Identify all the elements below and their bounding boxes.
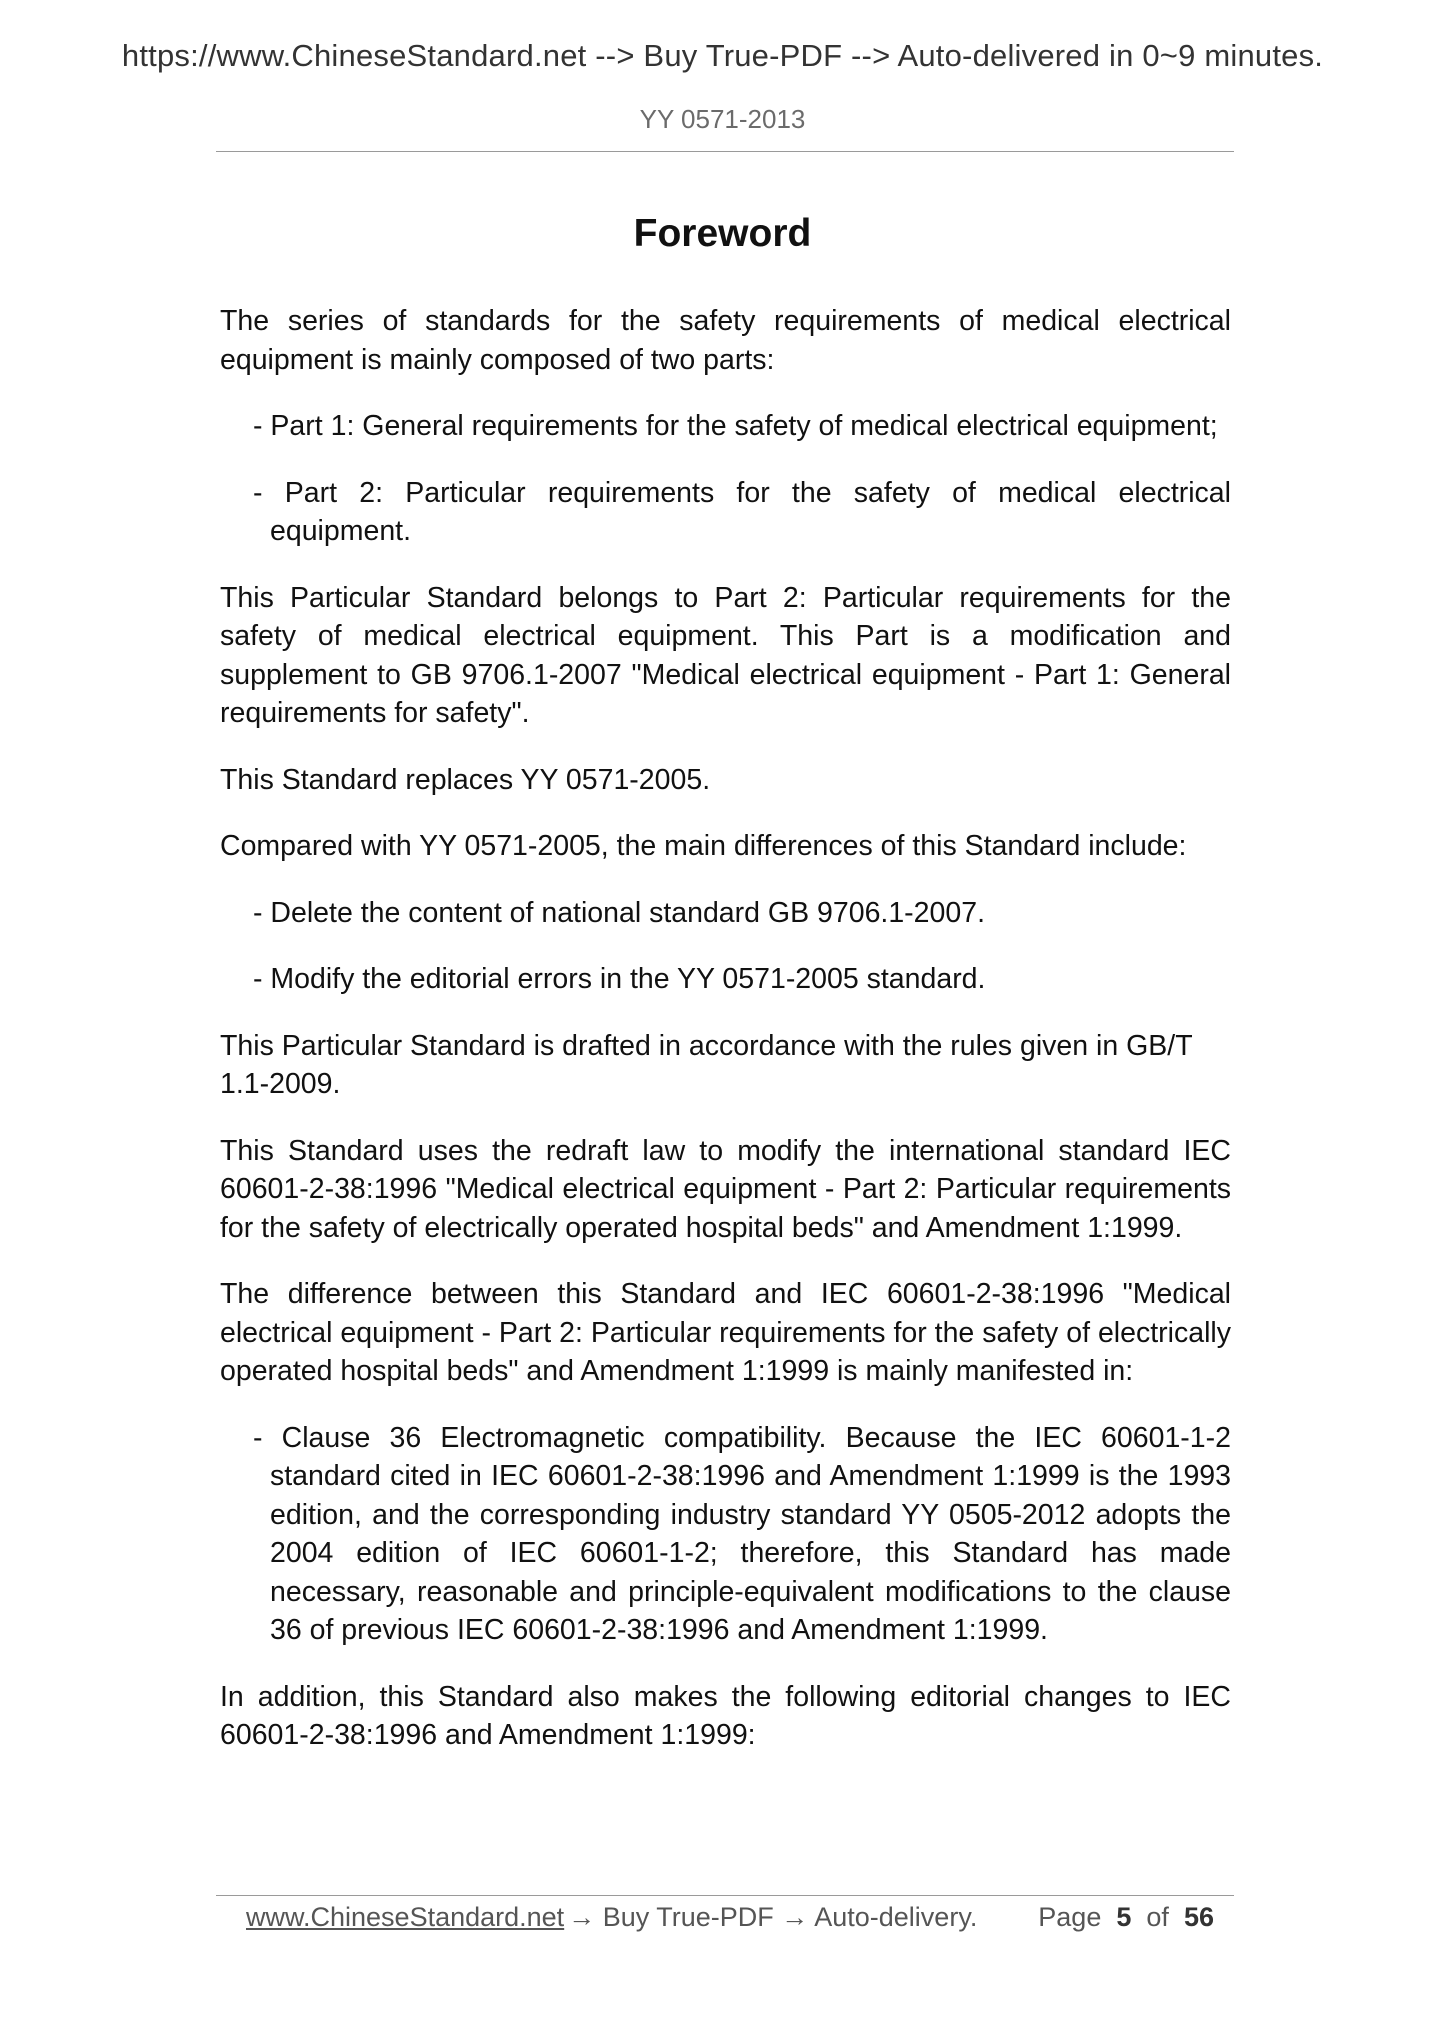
footer-site-link[interactable]: www.ChineseStandard.net [246,1902,565,1932]
paragraph-redraft: This Standard uses the redraft law to modify the international standard IEC 60601-2-38:1996 "Medical electrical equipment - Part 2: Particular requirements for the safety of electrically operated hospital beds" and Amendment 1:1999. [220,1134,1231,1244]
paragraph-intro: The series of standards for the safety requirements of medical electrical equipment is mainly composed of two parts: [220,305,1231,376]
page-title: Foreword [633,212,812,255]
footer-divider [216,1895,1234,1896]
paragraph-belongs: This Particular Standard belongs to Part 2: Particular requirements for the safety of medical electrical equipment. This Part is a modification and supplement to GB 9706.1-2007 "Medical electrical equipment - Part 1: General requirements for safety". [220,581,1231,729]
footer [246,1902,1226,1942]
list-item-clause-36: - Clause 36 Electromagnetic compatibility. Because the IEC 60601-1-2 standard cited in IEC 60601-2-38:1996 and Amendment 1:1999 is the 1993 edition, and the corresponding industry standard YY 0505-2012 adopts the 2004 edition of IEC 60601-1-2; therefore, this Standard has made necessary, reasonable and principle-equivalent modifications to the clause 36 of previous IEC 60601-2-38:1996 and Amendment 1:1999. [253,1421,1231,1646]
paragraph-differences: Compared with YY 0571-2005, the main differences of this Standard include: [220,830,1187,862]
foreword-body [220,302,1231,1783]
paragraph-replaces: This Standard replaces YY 0571-2005. [220,763,711,796]
paragraph-difference-iec: The difference between this Standard and IEC 60601-2-38:1996 "Medical electrical equipment - Part 2: Particular requirements for the safety of electrically operated hospital beds" and Amendment 1:1999 is mainly manifested in: [220,1278,1231,1387]
list-item-part-1: - Part 1: General requirements for the safety of medical electrical equipment; [253,410,1218,442]
footer-text: → Buy True-PDF → Auto-delivery. [568,1902,978,1932]
page-number: 5 [1116,1902,1132,1932]
header-banner: https://www.ChineseStandard.net --> Buy True-PDF --> Auto-delivered in 0~9 minutes. [121,38,1324,73]
header-divider [216,151,1234,152]
page-total: 56 [1183,1902,1214,1932]
page-indicator [1038,1902,1214,1933]
list-item-delete: - Delete the content of national standard GB 9706.1-2007. [253,896,985,929]
list-item-part-2: - Part 2: Particular requirements for the safety of medical electrical equipment. [253,476,1231,547]
page-label: Page [1038,1902,1102,1932]
page-of-label: of [1146,1902,1169,1932]
paragraph-drafted: This Particular Standard is drafted in accordance with the rules given in GB/T 1.1-2009. [220,1029,1193,1100]
list-item-modify: - Modify the editorial errors in the YY 0571-2005 standard. [253,963,986,995]
paragraph-editorial: In addition, this Standard also makes the following editorial changes to IEC 60601-2-38:1996 and Amendment 1:1999: [220,1680,1231,1751]
document-code: YY 0571-2013 [639,104,806,134]
